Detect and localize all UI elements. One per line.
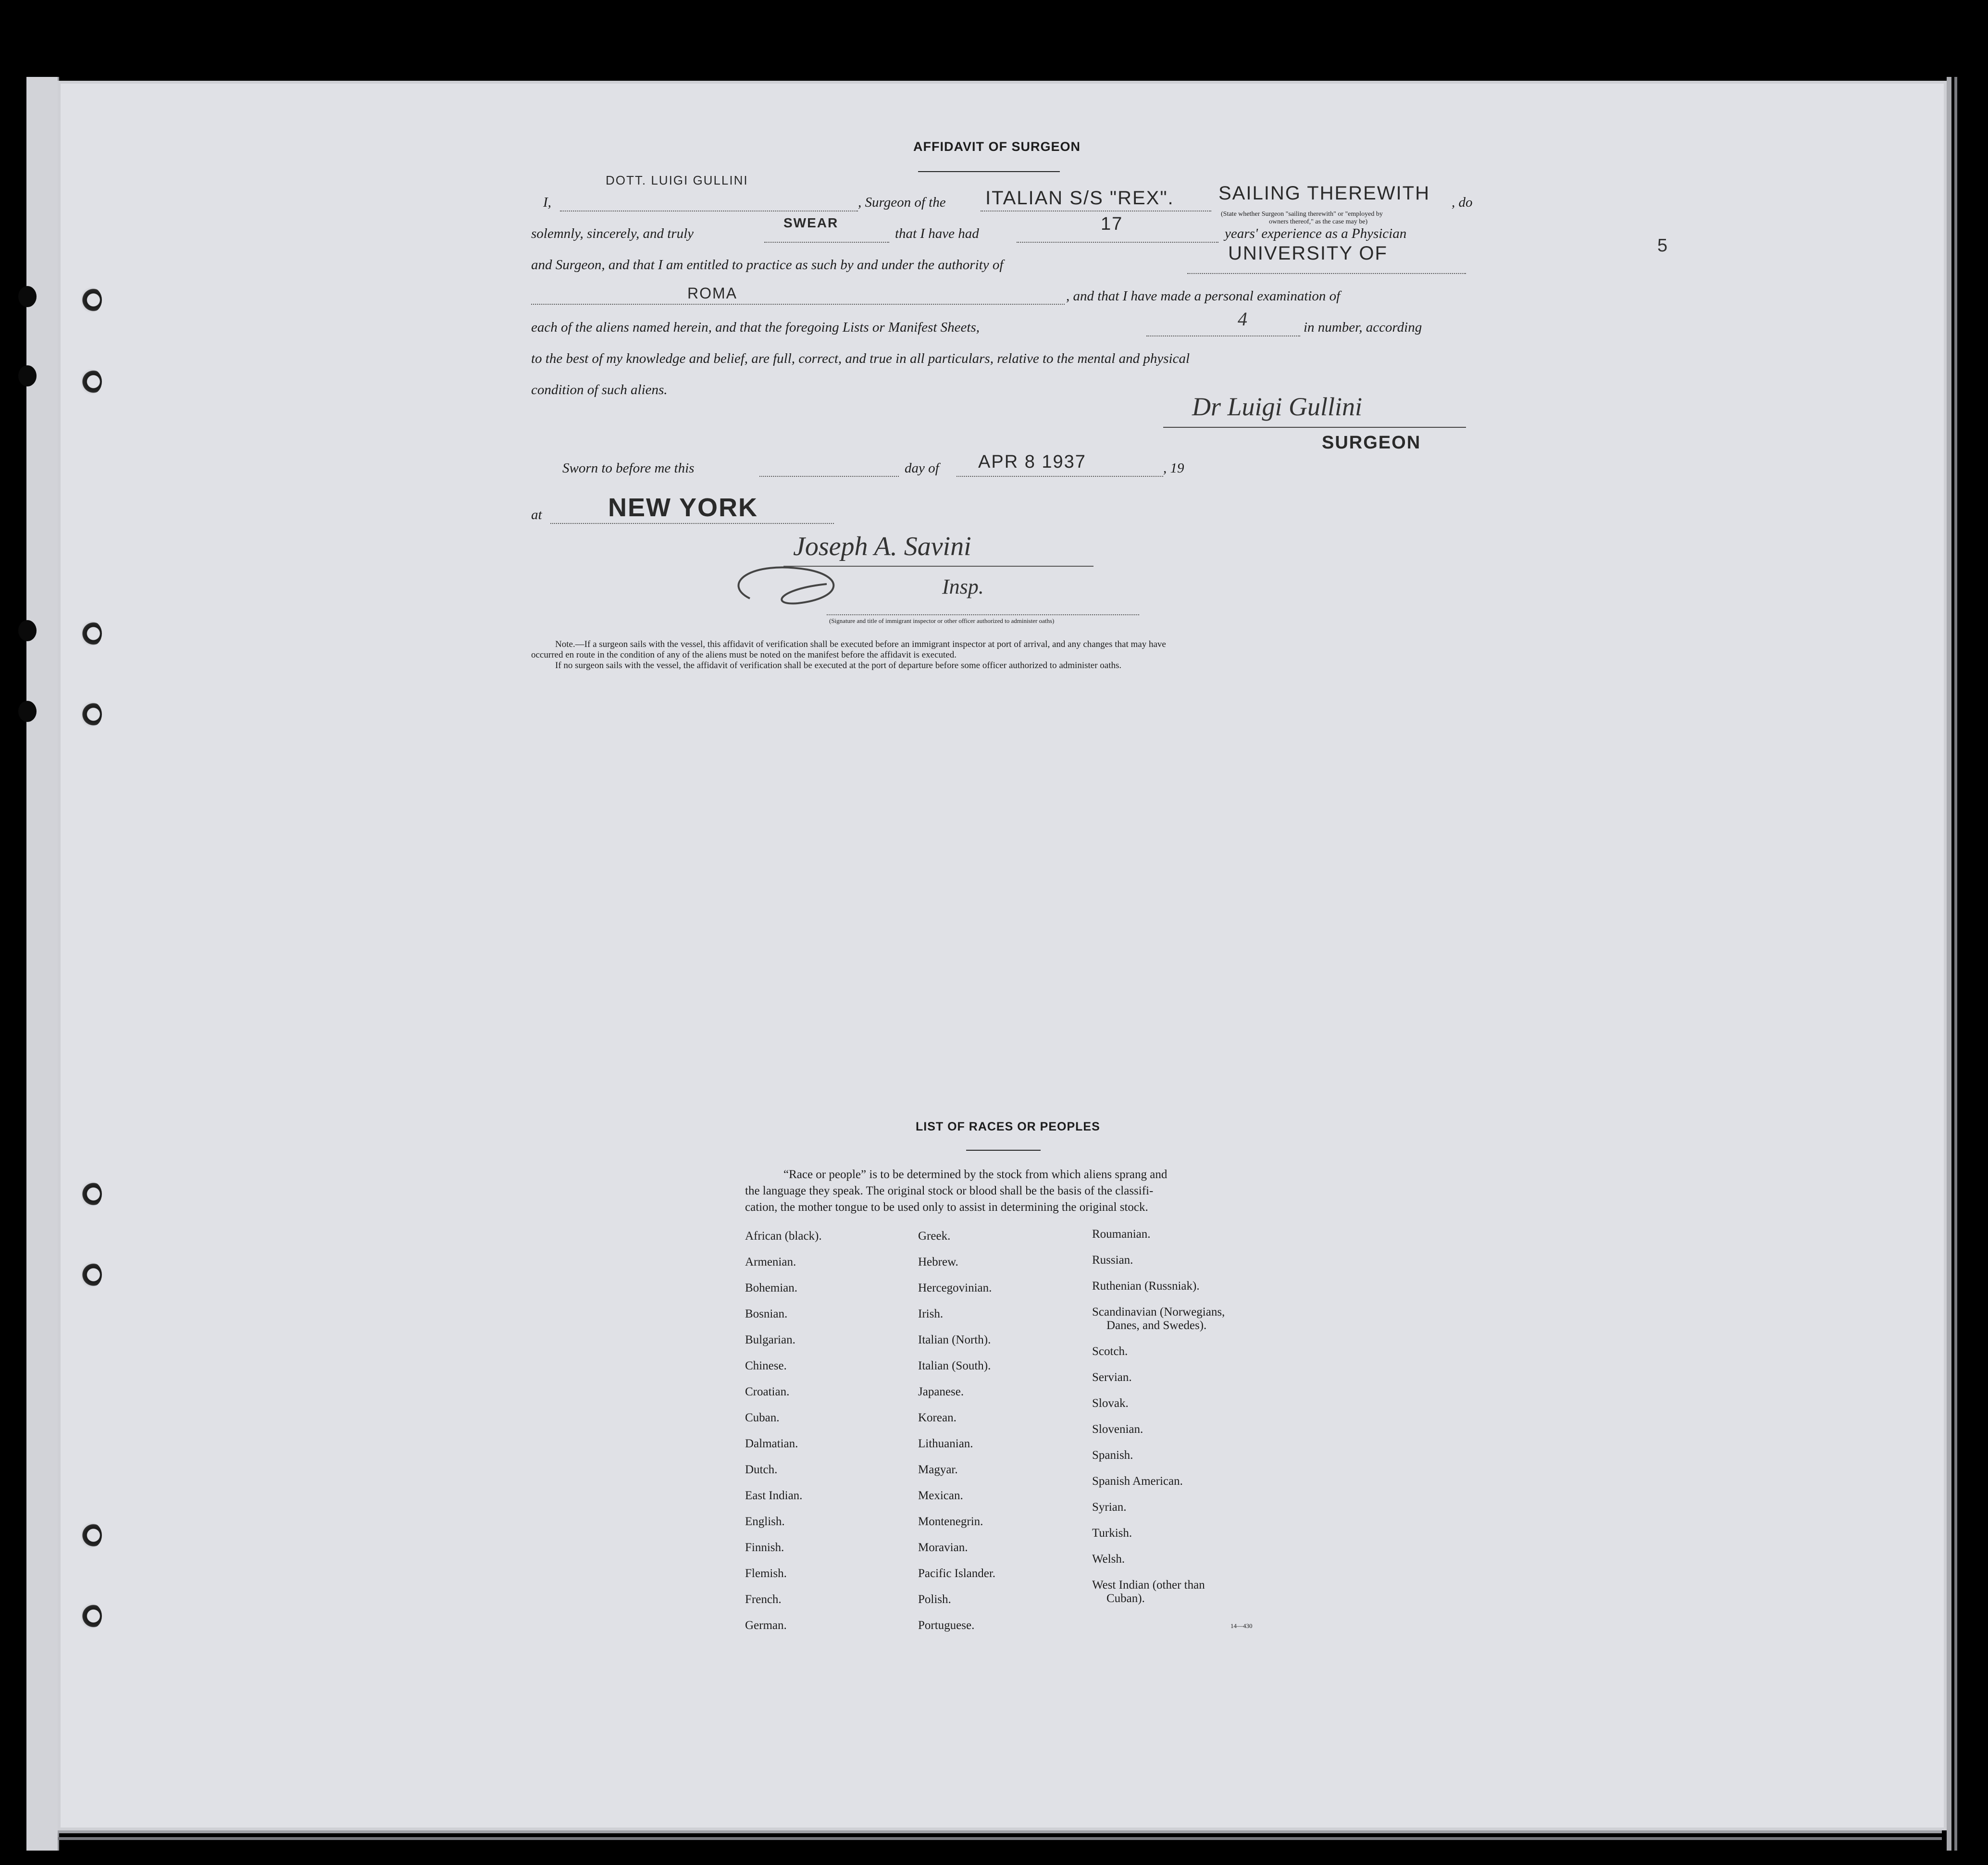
- inspector-signature: Joseph A. Savini: [793, 532, 971, 561]
- race-item: Italian (North).: [918, 1333, 991, 1346]
- sailing-note-2: owners thereof," as the case may be): [1269, 218, 1368, 225]
- race-item: Bohemian.: [745, 1281, 798, 1294]
- race-item: Finnish.: [745, 1541, 784, 1554]
- surgeon-of-the-label: , Surgeon of the: [858, 195, 946, 210]
- race-item: Magyar.: [918, 1463, 958, 1476]
- race-item: Scandinavian (Norwegians,: [1092, 1306, 1225, 1318]
- sworn-day-line: [759, 476, 899, 477]
- race-item: Roumanian.: [1092, 1228, 1151, 1241]
- title-rule: [918, 171, 1060, 172]
- race-item: Portuguese.: [918, 1619, 975, 1632]
- race-item: Turkish.: [1092, 1527, 1132, 1540]
- signature-caption: (Signature and title of immigrant inspector or other officer authorized to administer oaths): [829, 617, 1055, 624]
- years-experience-label: years' experience as a Physician: [1225, 226, 1407, 241]
- race-item: English.: [745, 1515, 785, 1528]
- races-intro-2: the language they speak. The original stock or blood shall be the basis of the classifi-: [745, 1184, 1154, 1197]
- binding-ring: [81, 702, 102, 727]
- race-item: Polish.: [918, 1593, 951, 1606]
- place-stamp: NEW YORK: [608, 493, 758, 522]
- race-item: Slovak.: [1092, 1397, 1129, 1410]
- document-page: [58, 81, 1947, 1830]
- race-item: Bosnian.: [745, 1307, 788, 1320]
- solemnly-label: solemnly, sincerely, and truly: [531, 226, 694, 241]
- race-item: Hercegovinian.: [918, 1281, 992, 1294]
- authority-stamp-1: UNIVERSITY OF: [1228, 243, 1388, 264]
- page-number: 5: [1657, 236, 1668, 256]
- race-item: Irish.: [918, 1307, 944, 1320]
- binding-ring: [81, 1523, 102, 1548]
- race-item: Russian.: [1092, 1254, 1133, 1267]
- i-label: I,: [543, 195, 551, 210]
- race-item: African (black).: [745, 1230, 822, 1243]
- at-label: at: [531, 507, 542, 522]
- race-item: Slovenian.: [1092, 1423, 1143, 1436]
- sailing-stamp: SAILING THEREWITH: [1218, 183, 1430, 204]
- binding-ring: [81, 621, 102, 646]
- race-item: Cuban).: [1106, 1592, 1145, 1605]
- note-line-1: Note.—If a surgeon sails with the vessel, this affidavit of verification shall be executed before an immigrant inspector at port of arrival, and any changes that may have: [555, 639, 1166, 649]
- race-item: Lithuanian.: [918, 1437, 973, 1450]
- page-edge-bottom: [58, 1830, 1942, 1833]
- race-item: Syrian.: [1092, 1501, 1127, 1514]
- surgeon-signature: Dr Luigi Gullini: [1192, 392, 1363, 421]
- vessel-stamp: ITALIAN S/S "REX".: [985, 187, 1174, 209]
- do-label: , do: [1452, 195, 1473, 210]
- race-item: Greek.: [918, 1230, 951, 1243]
- race-item: Ruthenian (Russniak).: [1092, 1280, 1200, 1293]
- day-of-label: day of: [905, 460, 939, 476]
- page-edge-right: [1947, 77, 1951, 1851]
- race-item: Bulgarian.: [745, 1333, 795, 1346]
- binding-hole: [18, 286, 37, 307]
- race-item: Pacific Islander.: [918, 1567, 996, 1580]
- races-title: LIST OF RACES OR PEOPLES: [916, 1120, 1100, 1133]
- surgeon-name-stamp: DOTT. LUIGI GULLINI: [606, 173, 748, 187]
- sworn-before-label: Sworn to before me this: [562, 460, 695, 476]
- surgeon-signature-line: [1163, 427, 1466, 428]
- binding-hole: [18, 701, 37, 722]
- sheets-value: 4: [1238, 308, 1247, 330]
- year-prefix-label: , 19: [1163, 460, 1184, 476]
- race-item: Montenegrin.: [918, 1515, 983, 1528]
- inspector-signature-line: [783, 566, 1093, 567]
- sailing-note-1: (State whether Surgeon "sailing therewith" or "employed by: [1221, 211, 1383, 218]
- binding-ring: [81, 1181, 102, 1206]
- page-edge-bottom-2: [58, 1837, 1942, 1840]
- binding-ring: [81, 1604, 102, 1629]
- race-item: Mexican.: [918, 1489, 963, 1502]
- race-item: Scotch.: [1092, 1345, 1128, 1358]
- race-item: Dalmatian.: [745, 1437, 798, 1450]
- swear-line: [764, 242, 889, 243]
- best-knowledge-label: to the best of my knowledge and belief, are full, correct, and true in all particulars, relative to the mental and physical: [531, 351, 1190, 366]
- races-intro-3: cation, the mother tongue to be used only to assist in determining the original stock.: [745, 1201, 1148, 1214]
- race-item: Flemish.: [745, 1567, 787, 1580]
- and-surgeon-label: and Surgeon, and that I am entitled to practice as such by and under the authority of: [531, 257, 1004, 273]
- years-line: [1017, 242, 1218, 243]
- page-edge-right-2: [1954, 77, 1957, 1851]
- race-item: Korean.: [918, 1411, 957, 1424]
- authority-stamp-2: ROMA: [687, 285, 737, 302]
- race-item: Cuban.: [745, 1411, 780, 1424]
- race-item: Dutch.: [745, 1463, 778, 1476]
- note-line-2: occurred en route in the condition of any of the aliens must be noted on the manifest before the affidavit is executed.: [531, 650, 957, 660]
- race-item: French.: [745, 1593, 782, 1606]
- form-number: 14—430: [1230, 1622, 1253, 1629]
- each-of-aliens-label: each of the aliens named herein, and that the foregoing Lists or Manifest Sheets,: [531, 320, 980, 335]
- authority-line-2: [531, 304, 1065, 305]
- race-item: Welsh.: [1092, 1553, 1125, 1566]
- race-item: Chinese.: [745, 1359, 787, 1372]
- race-item: Armenian.: [745, 1256, 796, 1268]
- inspector-title-line: [827, 614, 1139, 615]
- binding-hole: [18, 365, 37, 386]
- place-line: [550, 523, 834, 524]
- binding-ring: [81, 287, 102, 312]
- that-i-have-had-label: that I have had: [895, 226, 979, 241]
- race-item: Japanese.: [918, 1385, 964, 1398]
- race-item: West Indian (other than: [1092, 1579, 1205, 1591]
- left-binding-strip: [26, 77, 59, 1851]
- binding-ring: [81, 1262, 102, 1287]
- races-intro-1: “Race or people” is to be determined by the stock from which aliens sprang and: [783, 1168, 1168, 1181]
- note-line-3: If no surgeon sails with the vessel, the affidavit of verification shall be executed at the port of departure before some officer authorized to administer oaths.: [555, 660, 1122, 671]
- surgeon-stamp: SURGEON: [1322, 433, 1421, 453]
- race-item: Spanish American.: [1092, 1475, 1183, 1488]
- personal-exam-label: , and that I have made a personal examination of: [1066, 288, 1341, 304]
- affidavit-title: AFFIDAVIT OF SURGEON: [913, 139, 1081, 154]
- race-item: Hebrew.: [918, 1256, 958, 1268]
- race-item: Moravian.: [918, 1541, 968, 1554]
- years-value: 17: [1101, 214, 1123, 234]
- inspector-title: Insp.: [942, 575, 984, 598]
- binding-ring: [81, 369, 102, 394]
- race-item: Servian.: [1092, 1371, 1132, 1384]
- authority-line-1: [1187, 273, 1466, 274]
- binding-hole: [18, 620, 37, 641]
- in-number-label: in number, according: [1304, 320, 1422, 335]
- condition-label: condition of such aliens.: [531, 382, 668, 398]
- race-item: German.: [745, 1619, 787, 1632]
- swear-stamp: SWEAR: [783, 215, 839, 230]
- race-item: Danes, and Swedes).: [1106, 1319, 1207, 1332]
- date-stamp: APR 8 1937: [978, 452, 1086, 472]
- sworn-month-line: [957, 476, 1163, 477]
- race-item: East Indian.: [745, 1489, 803, 1502]
- race-item: Croatian.: [745, 1385, 790, 1398]
- race-item: Spanish.: [1092, 1449, 1133, 1462]
- race-item: Italian (South).: [918, 1359, 991, 1372]
- races-title-rule: [966, 1150, 1041, 1151]
